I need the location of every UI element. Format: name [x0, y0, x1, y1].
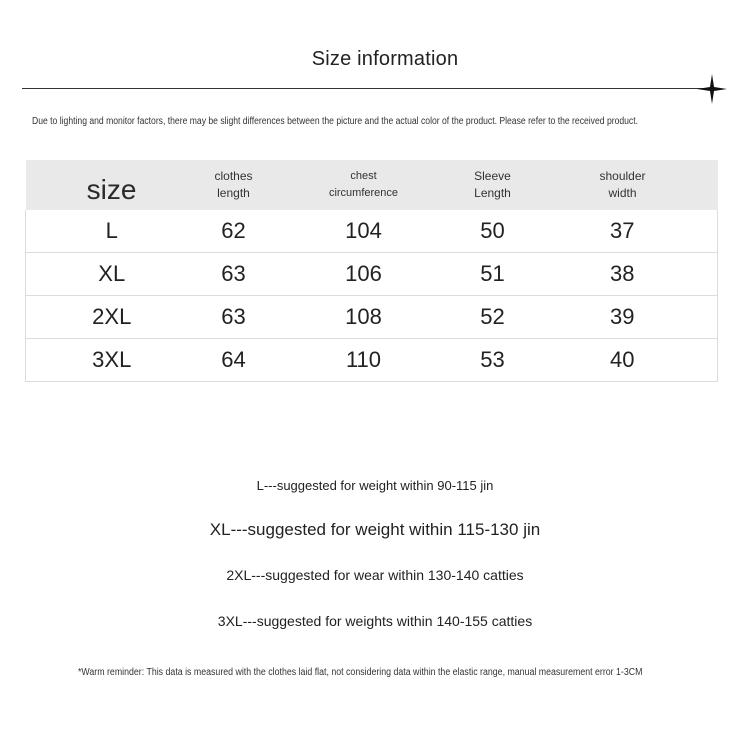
clothes-length-cell: 62 [198, 210, 270, 253]
chest-cell: 106 [270, 253, 458, 296]
clothes-length-cell: 64 [198, 339, 270, 382]
clothes-length-cell: 63 [198, 296, 270, 339]
shoulder-cell: 40 [528, 339, 718, 382]
sleeve-length-header [458, 160, 528, 210]
size-cell: 3XL [26, 339, 198, 382]
weight-suggestion-3xl: 3XL---suggested for weights within 140-155 catties [217, 613, 533, 629]
page-title: Size information [311, 48, 459, 70]
shoulder-cell: 38 [528, 253, 718, 296]
chest-cell: 110 [270, 339, 458, 382]
chest-cell: 108 [270, 296, 458, 339]
header-line: Length [474, 186, 511, 200]
shoulder-cell: 37 [528, 210, 718, 253]
size-cell: 2XL [26, 296, 198, 339]
table-row [26, 296, 718, 339]
size-column-header: size [26, 160, 198, 210]
size-table [25, 160, 718, 382]
sleeve-cell: 52 [458, 296, 528, 339]
header-line: shoulder [599, 169, 646, 183]
title-divider [22, 88, 710, 89]
weight-suggestion-xl: XL---suggested for weight within 115-130 jin [209, 520, 541, 539]
header-line: width [608, 186, 637, 200]
table-row [26, 339, 718, 382]
measurement-reminder: *Warm reminder: This data is measured with the clothes laid flat, not considering data within the elastic range, manual measurement error 1-3CM [78, 667, 643, 678]
header-line: clothes [214, 169, 253, 183]
sleeve-cell: 51 [458, 253, 528, 296]
sleeve-cell: 50 [458, 210, 528, 253]
header-line: Sleeve [474, 169, 511, 183]
weight-suggestion-2xl: 2XL---suggested for wear within 130-140 catties [226, 567, 524, 583]
four-point-star-icon [697, 74, 727, 104]
shoulder-width-header [528, 160, 718, 210]
clothes-length-header [198, 160, 270, 210]
table-header-row [26, 160, 718, 210]
header-line: chest [350, 170, 377, 182]
table-row [26, 253, 718, 296]
size-cell: XL [26, 253, 198, 296]
color-disclaimer: Due to lighting and monitor factors, there may be slight differences between the picture and the actual color of the product. Please refer to the received product. [32, 116, 639, 127]
chest-circumference-header [270, 160, 458, 210]
size-cell: L [26, 210, 198, 253]
weight-suggestion-l: L---suggested for weight within 90-115 jin [256, 478, 494, 493]
clothes-length-cell: 63 [198, 253, 270, 296]
header-line: length [217, 186, 250, 200]
header-line: circumference [328, 187, 399, 199]
shoulder-cell: 39 [528, 296, 718, 339]
chest-cell: 104 [270, 210, 458, 253]
table-row [26, 210, 718, 253]
sleeve-cell: 53 [458, 339, 528, 382]
